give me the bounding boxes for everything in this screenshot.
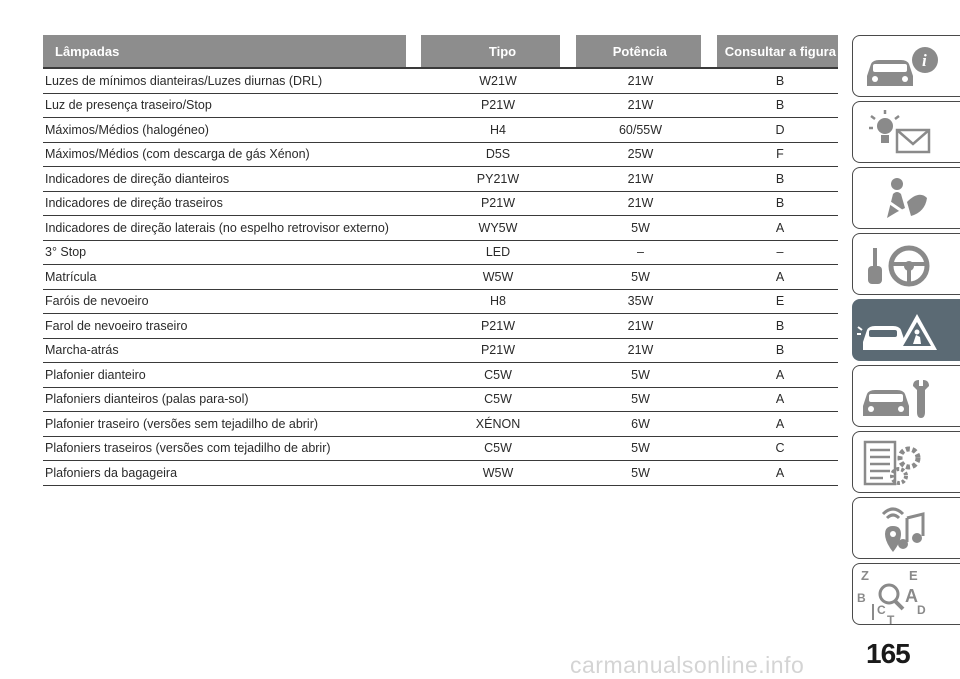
table-row: [43, 192, 838, 217]
tab-multimedia[interactable]: [852, 497, 960, 559]
tab-starting[interactable]: [852, 233, 960, 295]
cell-lampada: Plafonier dianteiro: [45, 367, 146, 382]
cell-tipo: LED: [485, 245, 511, 260]
table-row: [43, 339, 838, 364]
cell-figura: B: [775, 73, 785, 88]
cell-lampada: Faróis de nevoeiro: [45, 294, 149, 309]
cell-potencia: 21W: [627, 318, 654, 333]
cell-tipo: W21W: [479, 73, 517, 88]
car-wrench-icon: [853, 366, 960, 428]
cell-tipo: WY5W: [478, 220, 518, 235]
index-letter-z: Z: [861, 568, 869, 583]
warning-lights-mail-icon: [853, 102, 960, 164]
table-row: [43, 412, 838, 437]
cell-figura: A: [775, 416, 785, 431]
table-row: [43, 314, 838, 339]
cell-tipo: H8: [490, 294, 506, 309]
table-row: [43, 216, 838, 241]
table-row: [43, 143, 838, 168]
cell-lampada: Máximos/Médios (com descarga de gás Xénon): [45, 147, 310, 162]
tab-emergency[interactable]: [852, 299, 960, 361]
tab-index[interactable]: [852, 563, 960, 625]
cell-tipo: P21W: [480, 343, 516, 358]
cell-figura: D: [775, 122, 785, 137]
table-row: [43, 69, 838, 94]
cell-potencia: 5W: [631, 220, 650, 235]
index-letter-t: T: [887, 613, 895, 626]
cell-figura: A: [775, 269, 785, 284]
cell-figura: A: [775, 465, 785, 480]
table-row: [43, 265, 838, 290]
cell-tipo: PY21W: [476, 171, 520, 186]
cell-potencia: –: [637, 245, 644, 260]
cell-figura: B: [775, 98, 785, 113]
index-letter-d: D: [917, 603, 926, 617]
cell-lampada: Matrícula: [45, 269, 97, 284]
alphabetical-index-icon: [853, 564, 960, 626]
cell-lampada: Luz de presença traseiro/Stop: [45, 98, 212, 113]
cell-potencia: 21W: [627, 98, 654, 113]
cell-lampada: Indicadores de direção traseiros: [45, 196, 223, 211]
cell-potencia: 21W: [627, 343, 654, 358]
cell-figura: A: [775, 392, 785, 407]
svg-text:i: i: [922, 51, 927, 70]
cell-figura: B: [775, 171, 785, 186]
car-info-icon: [853, 36, 960, 98]
cell-potencia: 21W: [627, 73, 654, 88]
cell-tipo: H4: [490, 122, 506, 137]
cell-lampada: Plafoniers dianteiros (palas para-sol): [45, 392, 249, 407]
cell-lampada: Plafoniers traseiros (versões com tejadilho de abrir): [45, 441, 331, 456]
table-header: [43, 35, 838, 67]
multimedia-icon: [853, 498, 960, 560]
cell-lampada: 3° Stop: [45, 245, 87, 260]
cell-lampada: Marcha-atrás: [45, 343, 119, 358]
page-number: 165: [866, 638, 910, 669]
cell-potencia: 5W: [631, 392, 650, 407]
cell-tipo: C5W: [484, 392, 512, 407]
cell-tipo: C5W: [484, 367, 512, 382]
table-row: [43, 388, 838, 413]
cell-lampada: Indicadores de direção laterais (no espelho retrovisor externo): [45, 220, 389, 235]
header-potencia: Potência: [576, 35, 701, 67]
cell-potencia: 25W: [627, 147, 654, 162]
table-row: [43, 437, 838, 462]
key-steering-wheel-icon: [853, 234, 960, 296]
cell-potencia: 6W: [631, 416, 650, 431]
header-lampadas: Lâmpadas: [43, 35, 406, 67]
cell-lampada: Plafoniers da bagageira: [45, 465, 178, 480]
cell-figura: –: [776, 245, 784, 260]
index-letter-a: A: [905, 586, 918, 606]
cell-lampada: Plafonier traseiro (versões sem tejadilho de abrir): [45, 416, 319, 431]
header-tipo: Tipo: [421, 35, 560, 67]
car-breakdown-warning-icon: [853, 300, 960, 362]
cell-potencia: 60/55W: [618, 122, 663, 137]
tab-warning-lights[interactable]: [852, 101, 960, 163]
cell-tipo: C5W: [484, 441, 512, 456]
cell-potencia: 5W: [631, 269, 650, 284]
index-letter-e: E: [909, 568, 918, 583]
specs-gears-icon: [853, 432, 960, 494]
index-letter-b: B: [857, 591, 866, 605]
cell-figura: F: [776, 147, 784, 162]
cell-potencia: 21W: [627, 196, 654, 211]
table-row: [43, 94, 838, 119]
cell-potencia: 5W: [631, 441, 650, 456]
cell-potencia: 35W: [627, 294, 654, 309]
table-row: [43, 461, 838, 486]
table-row: [43, 290, 838, 315]
cell-figura: B: [775, 318, 785, 333]
cell-tipo: P21W: [480, 98, 516, 113]
table-row: [43, 363, 838, 388]
cell-tipo: W5W: [482, 465, 514, 480]
cell-lampada: Máximos/Médios (halogéneo): [45, 122, 209, 137]
cell-lampada: Luzes de mínimos dianteiras/Luzes diurnas (DRL): [45, 73, 323, 88]
header-figura: Consultar a figura: [717, 35, 838, 67]
cell-figura: B: [775, 343, 785, 358]
watermark: carmanualsonline.info: [570, 652, 805, 678]
seat-airbag-icon: [853, 168, 960, 230]
cell-potencia: 5W: [631, 465, 650, 480]
bulb-table: [43, 35, 838, 486]
cell-figura: C: [775, 441, 785, 456]
index-letter-c: C: [877, 603, 886, 617]
cell-tipo: XÉNON: [475, 416, 521, 431]
cell-figura: B: [775, 196, 785, 211]
cell-figura: E: [775, 294, 785, 309]
tab-technical-data[interactable]: [852, 431, 960, 493]
tab-car-info[interactable]: [852, 35, 960, 97]
table-body: [43, 69, 838, 486]
cell-tipo: W5W: [482, 269, 514, 284]
table-row: [43, 167, 838, 192]
table-row: [43, 118, 838, 143]
tab-maintenance[interactable]: [852, 365, 960, 427]
cell-tipo: P21W: [480, 196, 516, 211]
tab-safety[interactable]: [852, 167, 960, 229]
cell-potencia: 21W: [627, 171, 654, 186]
cell-lampada: Farol de nevoeiro traseiro: [45, 318, 188, 333]
cell-tipo: D5S: [485, 147, 511, 162]
cell-figura: A: [775, 367, 785, 382]
cell-lampada: Indicadores de direção dianteiros: [45, 171, 230, 186]
table-row: [43, 241, 838, 266]
cell-potencia: 5W: [631, 367, 650, 382]
cell-figura: A: [775, 220, 785, 235]
cell-tipo: P21W: [480, 318, 516, 333]
